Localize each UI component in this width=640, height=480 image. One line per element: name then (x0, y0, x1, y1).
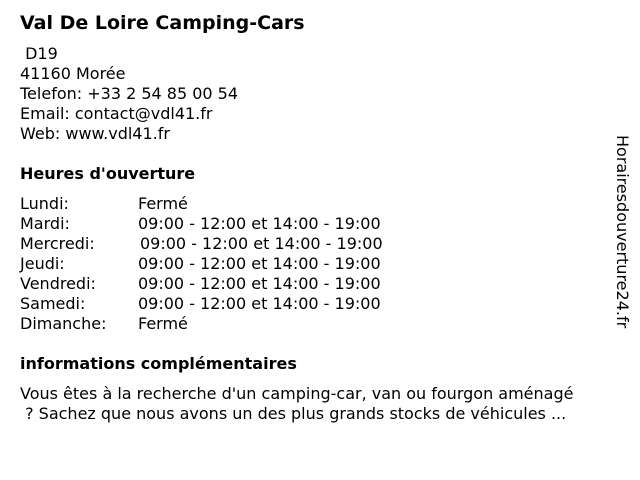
time-value: 09:00 - 12:00 et 14:00 - 19:00 (138, 254, 381, 273)
info-line-2: ? Sachez que nous avons un des plus grands stocks de véhicules ... (20, 404, 567, 423)
day-label: Mercredi: (20, 234, 95, 253)
day-label: Jeudi: (20, 254, 65, 273)
time-value: 09:00 - 12:00 et 14:00 - 19:00 (138, 274, 381, 293)
website-link[interactable]: Web: www.vdl41.fr (20, 124, 170, 143)
time-value: 09:00 - 12:00 et 14:00 - 19:00 (138, 214, 381, 233)
time-value: Fermé (138, 314, 188, 333)
day-label: Vendredi: (20, 274, 96, 293)
time-value: Fermé (138, 194, 188, 213)
info-description (20, 384, 630, 424)
time-value: 09:00 - 12:00 et 14:00 - 19:00 (138, 294, 381, 313)
day-label: Lundi: (20, 194, 69, 213)
email-address[interactable]: Email: contact@vdl41.fr (20, 104, 213, 123)
business-name: Val De Loire Camping-Cars (20, 12, 305, 34)
hours-heading: Heures d'ouverture (20, 164, 196, 183)
watermark-text: Horairesdouverture24.fr (613, 135, 632, 329)
watermark (612, 135, 632, 345)
info-heading: informations complémentaires (20, 354, 297, 373)
day-label: Dimanche: (20, 314, 107, 333)
contact-block (20, 44, 238, 144)
day-label: Mardi: (20, 214, 70, 233)
info-line-1: Vous êtes à la recherche d'un camping-car, van ou fourgon aménagé (20, 384, 574, 403)
address-city: 41160 Morée (20, 64, 126, 83)
time-value: 09:00 - 12:00 et 14:00 - 19:00 (140, 234, 383, 253)
day-label: Samedi: (20, 294, 86, 313)
address-street: D19 (20, 44, 58, 63)
phone-number[interactable]: Telefon: +33 2 54 85 00 54 (20, 84, 239, 103)
